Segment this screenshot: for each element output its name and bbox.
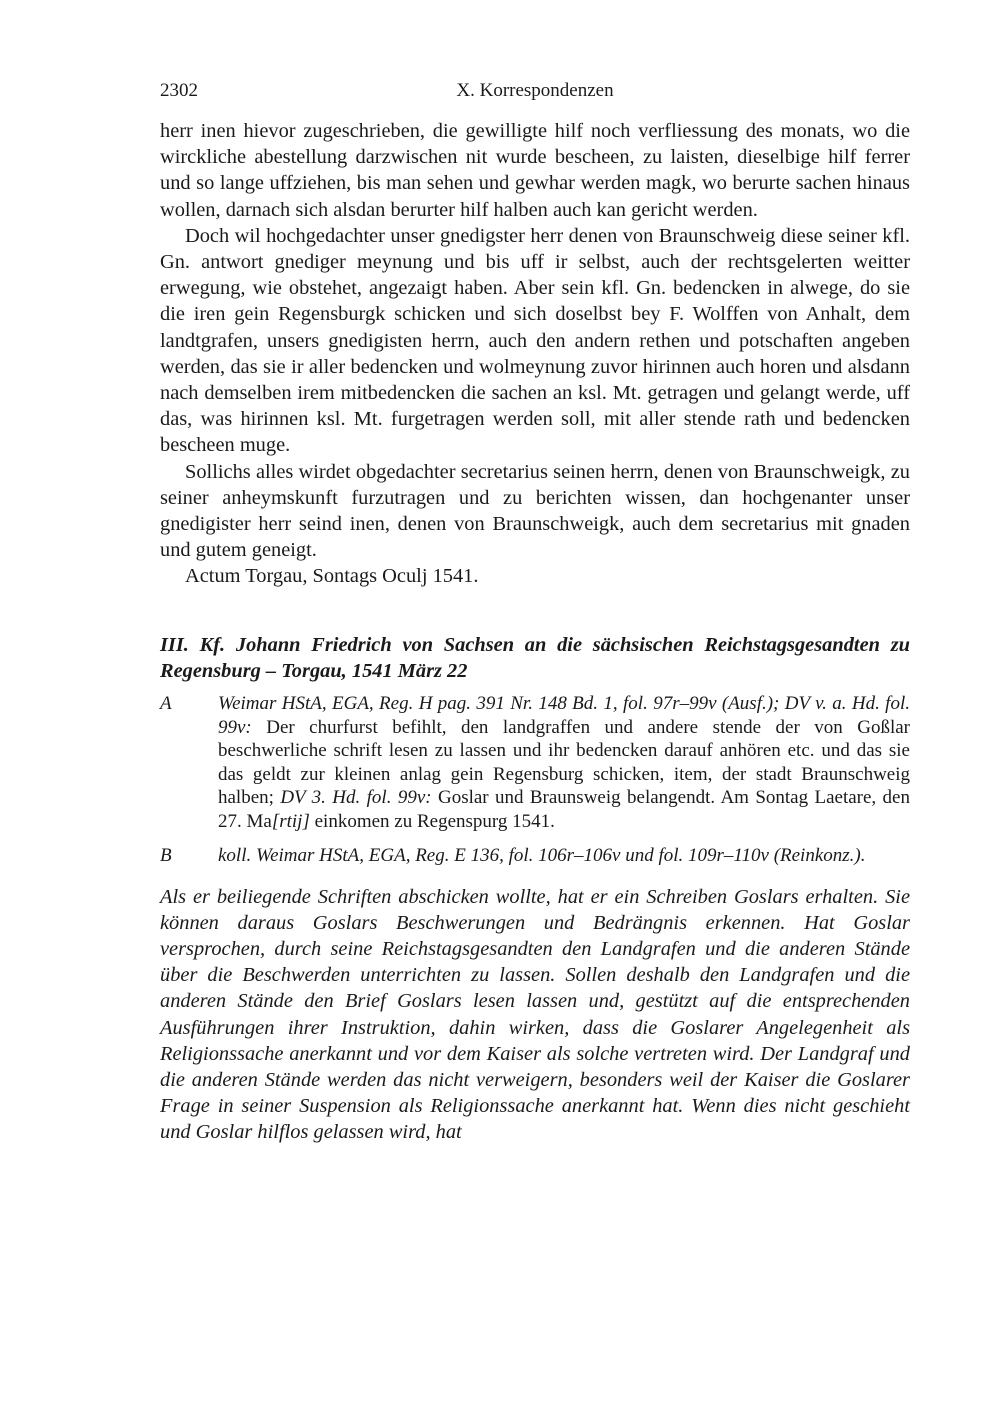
source-entry — [160, 844, 910, 868]
running-head: X. Korrespondenzen — [456, 80, 614, 101]
source-text-run: Weimar HStA, EGA, Reg. H pag. 391 Nr. 148 Bd. 1, fol. 97r–99v (Ausf.); DV v. a. Hd. fol. 99v: — [218, 693, 910, 738]
source-entry — [160, 692, 910, 833]
source-text-run: [rtij] — [271, 810, 310, 832]
source-list — [160, 692, 910, 868]
page-header — [160, 80, 910, 106]
source-siglum: B — [160, 845, 172, 867]
body-text — [160, 118, 910, 590]
dating-clause: Actum Torgau, Sontags Oculj 1541. — [185, 565, 479, 588]
paragraph: Doch wil hochgedachter unser gnedigster herr denen von Braunschweig diese seiner kfl. Gn. antwort gnediger meynung und bis uff ir selbst, auch der rechtsgelerten weitter erwegung, wie obstehet, angezaigt haben. Aber sein kfl. Gn. bedencken in alwege, do sie die iren gein Regensburgk schicken und sich doselbst bey F. Wolffen von Anhalt, dem landtgrafen, unsers gnedigisten herrn, auch den andern rethen und potschaften angeben werden, das sie ir aller bedencken und wolmeynung zuvor hirinnen auch horen und alsdann nach demselben irem mitbedencken die sachen an ksl. Mt. getragen und gelangt werde, uff das, was hirinnen ksl. Mt. furgetragen werden soll, mit aller stende rath und bedencken bescheen muge. — [160, 224, 910, 457]
paragraph: Sollichs alles wirdet obgedachter secretarius seinen herrn, denen von Braunschweigk, zu seiner anheymskunft furzutragen und zu berichten wissen, dan hochgenanter unser gnedigister herr seind inen, denen von Braunschweigk, auch dem secretarius mit gnaden und gutem geneigt. — [160, 460, 910, 562]
page-number: 2302 — [160, 80, 198, 101]
source-description — [218, 844, 910, 868]
source-text-run: koll. Weimar HStA, EGA, Reg. E 136, fol. 106r–106v und fol. 109r–110v (Reinkonz.). — [218, 845, 866, 867]
source-description — [218, 692, 910, 833]
source-text-run: Der churfurst befihlt, den landgraffen und andere stende der von Goßlar beschwerliche schrift lesen zu lassen und ihr bedencken darauf anhören etc. und das sie das geldt zur kleinen anlag gein Regensburg schicken, item, der stadt Braunschweig halben; — [218, 716, 910, 809]
source-text-run: einkomen zu Regenspurg 1541. — [309, 810, 555, 832]
source-text-run: DV 3. Hd. fol. 99v: — [280, 787, 432, 809]
source-text-run: Goslar und Braunsweig belangendt. Am Sontag Laetare, den 27. Ma — [218, 787, 910, 832]
section-heading: III. Kf. Johann Friedrich von Sachsen an die sächsischen Reichstagsgesandten zu Regensburg – Torgau, 1541 März 22 — [160, 633, 910, 682]
page — [160, 80, 910, 1146]
paragraph: herr inen hievor zugeschrieben, die gewilligte hilf noch verfliessung des monats, wo die wirckliche abestellung darzwischen nit wurde bescheen, zu laisten, dieselbige hilf ferrer und so lange uffziehen, bis man sehen und gewhar werden magk, wo berurte sachen hinaus wollen, darnach sich alsdan berurter hilf halben auch kan gericht werden. — [160, 120, 910, 221]
source-siglum: A — [160, 693, 172, 715]
summary-text: Als er beiliegende Schriften abschicken wollte, hat er ein Schreiben Goslars erhalten. Sie können daraus Goslars Beschwerungen und Bedrängnis erkennen. Hat Goslar versprochen, durch seine Reichstagsgesandten den Landgrafen und die anderen Stände über die Beschwerden unterrichten zu lassen. Sollen deshalb den Landgrafen und die anderen Stände den Brief Goslars lesen lassen und, gestützt auf die entsprechenden Ausführungen ihrer Instruktion, dahin wirken, dass die Goslarer Angelegenheit als Religionssache anerkannt und vor dem Kaiser als solche vertreten wird. Der Landgraf und die anderen Stände werden das nicht verweigern, besonders weil der Kaiser die Goslarer Frage in seiner Suspension als Religionssache anerkannt hat. Wenn dies nicht geschieht und Goslar hilflos gelassen wird, hat — [160, 885, 910, 1144]
